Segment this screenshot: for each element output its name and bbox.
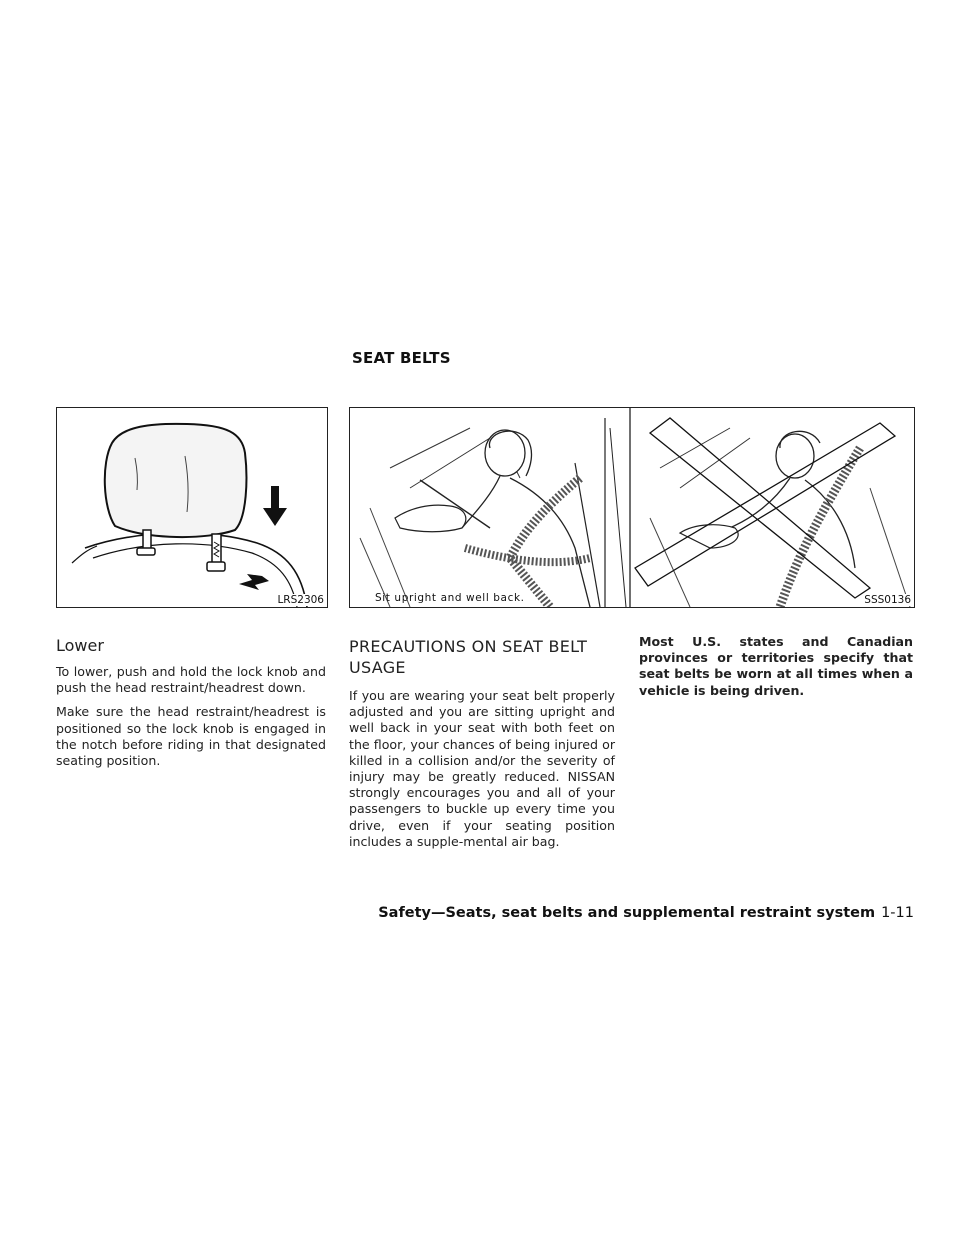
figure-caption: Sit upright and well back. (375, 592, 525, 604)
figure-id: LRS2306 (277, 594, 324, 606)
paragraph: If you are wearing your seat belt properly adjusted and you are sitting upright and well back in your seat with both feet on the floor, your chances of being injured or killed in a collision and/or the severity of injury may be greatly reduced. NISSAN strongly encourages you and all of your passengers to buckle up every time you drive, even if your seating position includes a supple-mental air bag. (349, 688, 615, 849)
paragraph: Make sure the head restraint/headrest is positioned so the lock knob is engaged in the notch before riding in that designated seating position. (56, 704, 326, 769)
headrest-illustration (57, 408, 327, 607)
right-column (639, 634, 913, 707)
section-title: SEAT BELTS (352, 349, 451, 367)
warning-paragraph: Most U.S. states and Canadian provinces or territories specify that seat belts be worn at all times when a vehicle is being driven. (639, 634, 913, 698)
seatbelt-figure (349, 407, 915, 608)
subheading: Lower (56, 636, 104, 655)
chapter-title: Safety—Seats, seat belts and supplemental restraint system (378, 905, 876, 921)
middle-column (349, 636, 615, 858)
paragraph: To lower, push and hold the lock knob and push the head restraint/headrest down. (56, 664, 326, 696)
page-footer (378, 905, 914, 921)
seatbelt-illustration (350, 408, 914, 607)
section-heading: PRECAUTIONS ON SEAT BELT USAGE (349, 637, 588, 677)
headrest-figure (56, 407, 328, 608)
left-column (56, 636, 326, 777)
figure-id: SSS0136 (864, 594, 911, 606)
page-number: 1-11 (881, 905, 914, 921)
